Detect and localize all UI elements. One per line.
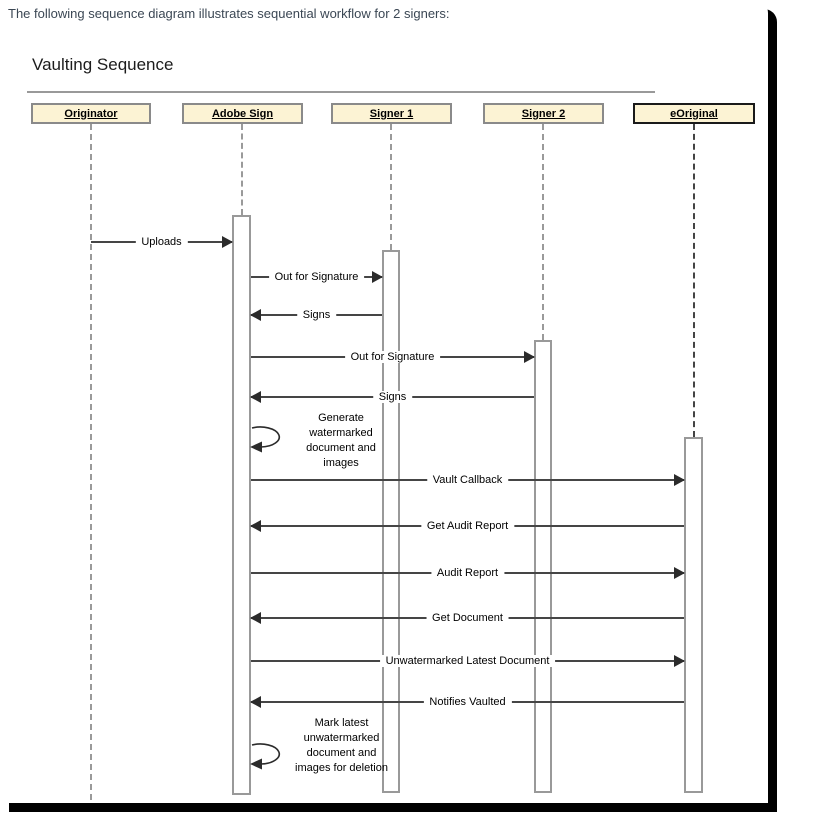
self-message-label: Mark latest unwatermarked document and images for deletion — [295, 717, 388, 774]
message-label: Vault Callback — [427, 474, 509, 486]
arrowhead-left-icon — [250, 520, 261, 532]
arrowhead-left-icon — [250, 309, 261, 321]
activation-signer-1 — [382, 250, 400, 793]
lifeline-adobe-sign — [241, 124, 243, 215]
message-label: Get Document — [426, 612, 509, 624]
arrowhead-right-icon — [674, 655, 685, 667]
message-label: Audit Report — [431, 567, 504, 579]
lifeline-signer-2 — [542, 124, 544, 340]
actor-adobe-sign — [182, 103, 303, 124]
arrowhead-left-icon — [250, 612, 261, 624]
message-label: Notifies Vaulted — [423, 696, 511, 708]
actor-label: Signer 2 — [521, 107, 566, 120]
arrowhead-right-icon — [372, 271, 383, 283]
arrowhead-left-icon — [250, 696, 261, 708]
arrowhead-right-icon — [674, 567, 685, 579]
message-label: Uploads — [135, 236, 187, 248]
actor-eoriginal — [633, 103, 755, 124]
activation-eoriginal — [684, 437, 703, 793]
actor-signer-1 — [331, 103, 452, 124]
diagram-title: Vaulting Sequence — [32, 55, 174, 74]
activation-signer-2 — [534, 340, 552, 793]
actor-label: eOriginal — [670, 107, 718, 120]
lifeline-signer-1 — [390, 124, 392, 250]
arrowhead-right-icon — [524, 351, 535, 363]
self-message-label: Generate watermarked document and images — [306, 412, 376, 469]
actor-label: Adobe Sign — [211, 107, 274, 120]
intro-text: The following sequence diagram illustrates sequential workflow for 2 signers: — [8, 6, 450, 21]
arrowhead-left-icon — [250, 391, 261, 403]
message-label: Signs — [297, 309, 337, 321]
activation-adobe-sign — [232, 215, 251, 795]
message-label: Out for Signature — [269, 271, 365, 283]
actor-originator — [31, 103, 151, 124]
arrowhead-right-icon — [674, 474, 685, 486]
lifeline-originator — [90, 124, 92, 800]
message-label: Signs — [373, 391, 413, 403]
lifeline-eoriginal — [693, 124, 695, 437]
message-label: Get Audit Report — [421, 520, 514, 532]
message-label: Out for Signature — [345, 351, 441, 363]
actor-label: Originator — [64, 107, 118, 120]
message-label: Unwatermarked Latest Document — [380, 655, 556, 667]
actor-label: Signer 1 — [369, 107, 414, 120]
title-divider — [27, 91, 655, 93]
self-message-arrow — [250, 421, 296, 455]
actor-signer-2 — [483, 103, 604, 124]
self-message-arrow — [250, 738, 296, 772]
arrowhead-right-icon — [222, 236, 233, 248]
